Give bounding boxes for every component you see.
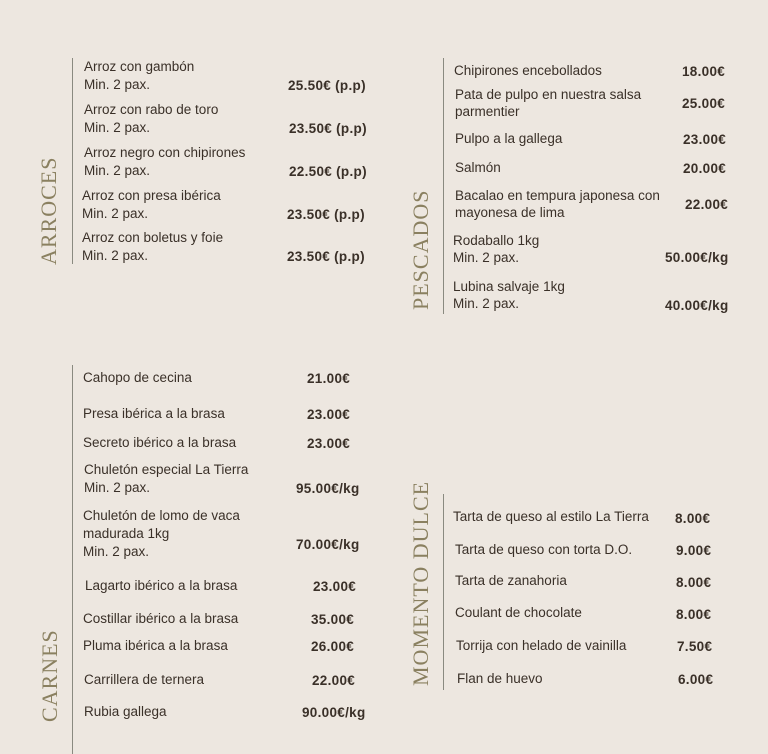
menu-item-note: Min. 2 pax. xyxy=(82,248,149,263)
menu-item-price: 18.00€ xyxy=(682,64,726,79)
menu-item-price: 23.00€ xyxy=(307,407,351,422)
menu-item-price: 21.00€ xyxy=(307,371,351,386)
menu-item-price: 23.00€ xyxy=(307,436,351,451)
divider-carnes xyxy=(72,365,73,754)
menu-item-price: 35.00€ xyxy=(311,612,355,627)
menu-item-name: Lagarto ibérico a la brasa xyxy=(85,578,238,593)
menu-item-name: Flan de huevo xyxy=(457,671,543,686)
menu-item-name-line2: parmentier xyxy=(455,104,520,119)
menu-item-name: Arroz con rabo de toro xyxy=(84,102,219,117)
menu-item-note: Min. 2 pax. xyxy=(84,480,151,495)
menu-item-price: 23.50€ (p.p) xyxy=(287,249,365,264)
menu-item-name: Bacalao en tempura japonesa con xyxy=(455,188,660,203)
menu-item-name: Torrija con helado de vainilla xyxy=(456,638,627,653)
menu-item-name: Pluma ibérica a la brasa xyxy=(83,638,228,653)
menu-item-name: Coulant de chocolate xyxy=(455,605,582,620)
menu-item-note: Min. 2 pax. xyxy=(82,206,149,221)
menu-item-name: Arroz con gambón xyxy=(84,59,195,74)
menu-item-price: 6.00€ xyxy=(678,672,714,687)
menu-item-price: 26.00€ xyxy=(311,639,355,654)
menu-item-note: Min. 2 pax. xyxy=(453,296,520,311)
menu-item-price: 22.00€ xyxy=(312,673,356,688)
menu-item-price: 23.00€ xyxy=(313,579,357,594)
menu-item-name: Rodaballo 1kg xyxy=(453,233,540,248)
menu-item-name-line2: madurada 1kg xyxy=(83,526,170,541)
menu-item-note: Min. 2 pax. xyxy=(84,77,151,92)
menu-item-note: Min. 2 pax. xyxy=(453,250,520,265)
menu-item-name: Lubina salvaje 1kg xyxy=(453,279,565,294)
menu-item-price: 9.00€ xyxy=(676,543,712,558)
menu-item-price: 25.00€ xyxy=(682,96,726,111)
menu-item-price: 40.00€/kg xyxy=(665,298,729,313)
menu-item-name: Tarta de queso al estilo La Tierra xyxy=(453,509,649,524)
menu-item-name: Cahopo de cecina xyxy=(83,370,192,385)
divider-arroces xyxy=(72,58,73,264)
menu-item-price: 70.00€/kg xyxy=(296,537,360,552)
menu-item-price: 23.00€ xyxy=(683,132,727,147)
menu-item-price: 8.00€ xyxy=(676,575,712,590)
menu-item-name: Salmón xyxy=(455,160,501,175)
menu-item-note: Min. 2 pax. xyxy=(84,120,151,135)
menu-item-price: 8.00€ xyxy=(675,511,711,526)
section-title-pescados: PESCADOS xyxy=(408,189,433,310)
menu-item-price: 20.00€ xyxy=(683,161,727,176)
menu-item-name: Chipirones encebollados xyxy=(454,63,602,78)
menu-item-price: 23.50€ (p.p) xyxy=(287,207,365,222)
menu-item-name: Tarta de zanahoria xyxy=(455,573,567,588)
divider-dulce xyxy=(443,494,444,690)
menu-item-name: Chuletón especial La Tierra xyxy=(84,462,249,477)
menu-item-price: 50.00€/kg xyxy=(665,250,729,265)
menu-item-price: 22.50€ (p.p) xyxy=(289,164,367,179)
menu-item-name: Rubia gallega xyxy=(84,704,167,719)
menu-item-name: Pulpo a la gallega xyxy=(455,131,563,146)
menu-item-name: Arroz con boletus y foie xyxy=(82,230,224,245)
menu-item-name: Arroz con presa ibérica xyxy=(82,188,221,203)
menu-item-price: 90.00€/kg xyxy=(302,705,366,720)
menu-item-name: Presa ibérica a la brasa xyxy=(83,406,225,421)
menu-item-name: Carrillera de ternera xyxy=(84,672,205,687)
menu-item-price: 25.50€ (p.p) xyxy=(288,78,366,93)
menu-item-name: Secreto ibérico a la brasa xyxy=(83,435,237,450)
menu-item-name: Chuletón de lomo de vaca xyxy=(83,508,240,523)
menu-item-price: 22.00€ xyxy=(685,197,729,212)
menu-item-price: 7.50€ xyxy=(677,639,713,654)
menu-item-name-line2: mayonesa de lima xyxy=(455,205,565,220)
divider-pescados xyxy=(443,58,444,314)
menu-item-note: Min. 2 pax. xyxy=(83,544,150,559)
menu-item-price: 8.00€ xyxy=(676,607,712,622)
menu-item-price: 23.50€ (p.p) xyxy=(289,121,367,136)
menu-item-name: Costillar ibérico a la brasa xyxy=(83,611,239,626)
menu-item-name: Tarta de queso con torta D.O. xyxy=(455,542,633,557)
menu-item-note: Min. 2 pax. xyxy=(84,163,151,178)
menu-item-price: 95.00€/kg xyxy=(296,481,360,496)
menu-item-name: Pata de pulpo en nuestra salsa xyxy=(455,87,642,102)
section-title-arroces: ARROCES xyxy=(36,156,61,265)
menu-item-name: Arroz negro con chipirones xyxy=(84,145,246,160)
section-title-carnes: CARNES xyxy=(37,629,62,722)
section-title-momento-dulce: MOMENTO DULCE xyxy=(408,480,433,686)
